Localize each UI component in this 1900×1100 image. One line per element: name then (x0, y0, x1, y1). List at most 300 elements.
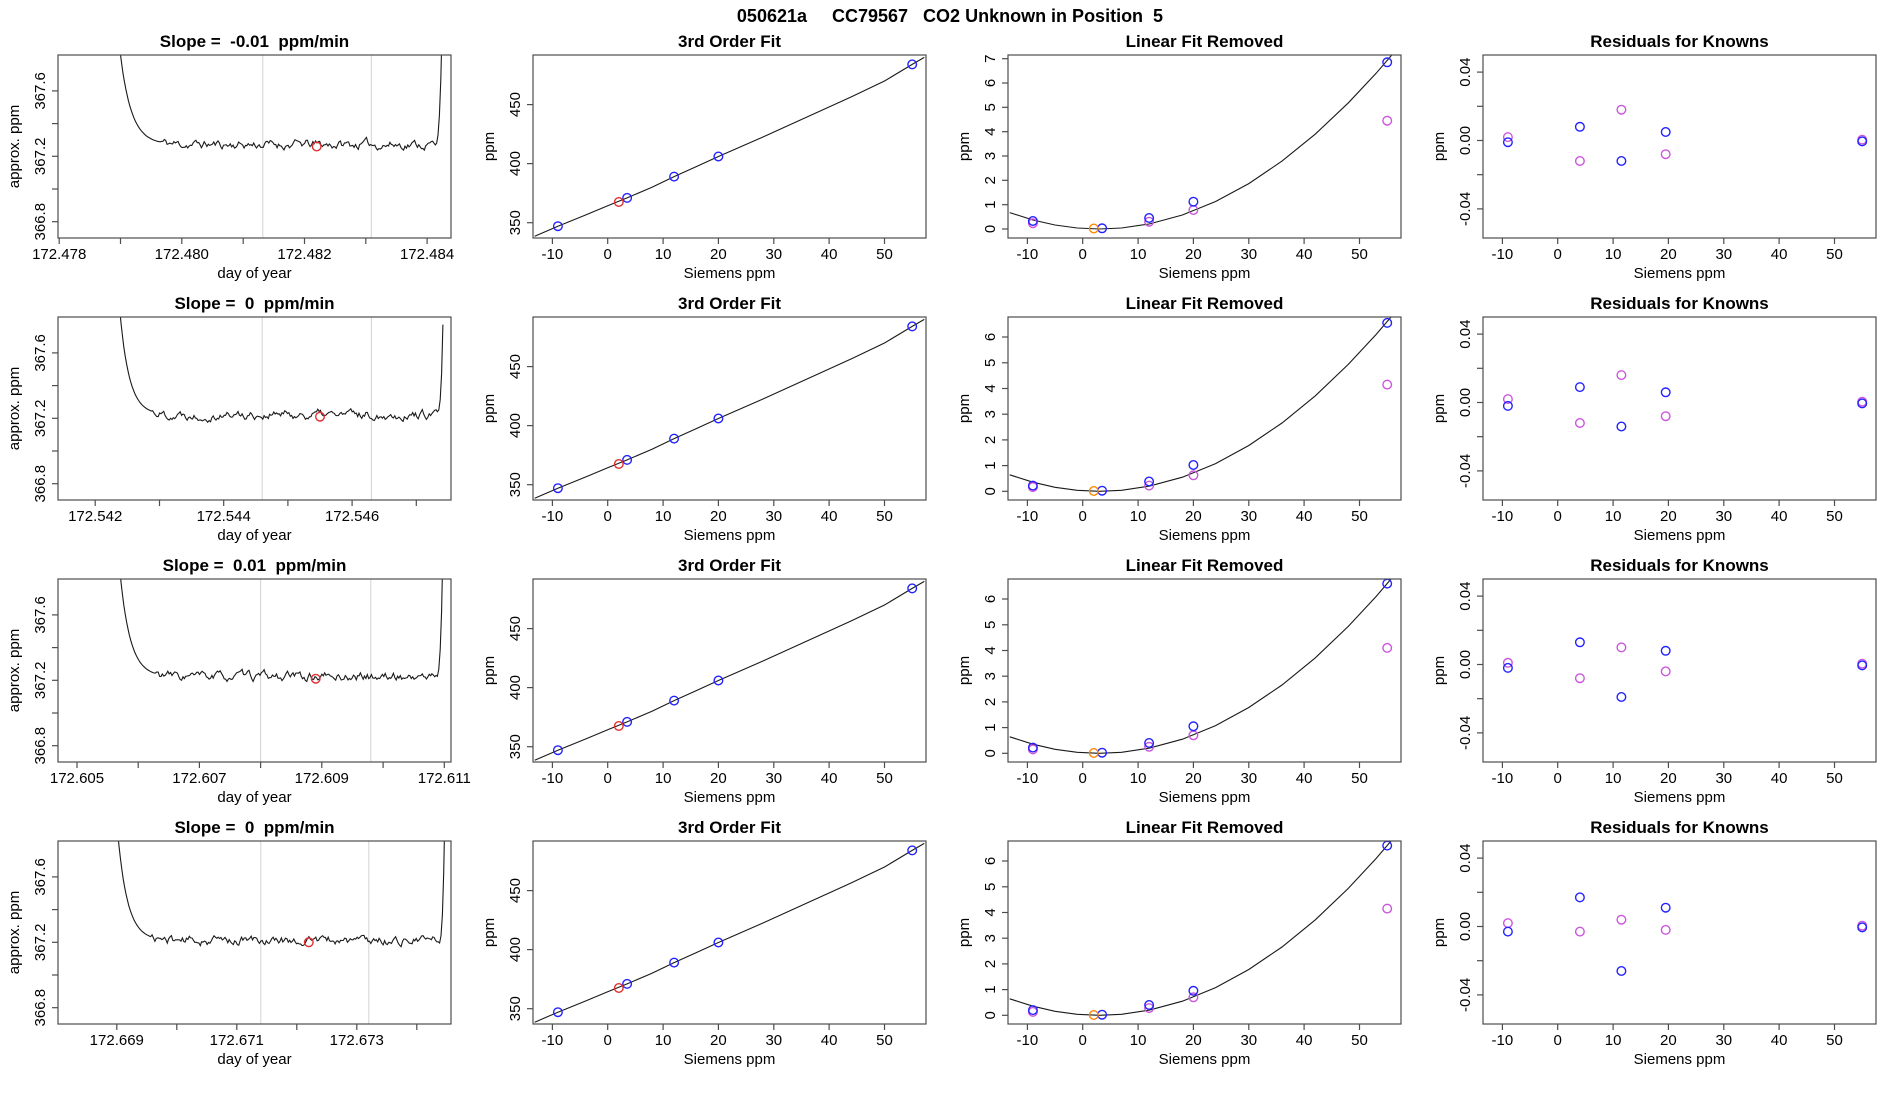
y-tick-label: 367.6 (32, 596, 49, 634)
r2-3rd-order-fit (475, 292, 950, 554)
plot-box (1008, 55, 1401, 238)
x-axis-label: Siemens ppm (1158, 1051, 1251, 1068)
x-axis-label: Siemens ppm (683, 1051, 776, 1068)
plot-title: Slope = 0.01 ppm/min (162, 556, 347, 575)
plot-title: 3rd Order Fit (678, 556, 781, 575)
fit-curve (535, 581, 925, 760)
y-axis (1431, 57, 1483, 226)
x-tick-label: -10 (1491, 770, 1514, 787)
y-axis (6, 858, 58, 1026)
x-tick-label: 0 (1078, 1032, 1087, 1049)
data-point-knowns (1661, 647, 1670, 656)
y-tick-label: 4 (982, 384, 999, 393)
y-axis-label: ppm (481, 393, 498, 424)
x-tick-label: 172.478 (32, 246, 87, 263)
plot-box (1483, 55, 1876, 238)
x-tick-label: 10 (654, 246, 672, 263)
r3-3rd-order-fit (475, 554, 950, 816)
series-knowns-secondary (1504, 643, 1867, 682)
x-tick-label: -10 (541, 508, 564, 525)
series-knowns (554, 846, 917, 1016)
plot-box (58, 55, 451, 238)
x-axis (542, 762, 893, 806)
x-tick-label: -10 (541, 1032, 564, 1049)
y-tick-label: 4 (982, 908, 999, 917)
x-axis (1492, 500, 1843, 544)
data-point-knowns-secondary (1661, 412, 1670, 421)
y-tick-label: 367.6 (32, 72, 49, 110)
x-tick-label: 20 (1660, 508, 1677, 525)
y-tick-label: 6 (982, 594, 999, 604)
y-tick-label: 5 (982, 103, 999, 112)
data-point-knowns (1383, 58, 1392, 67)
data-point-knowns-secondary (1576, 674, 1585, 683)
y-tick-label: 0 (982, 487, 999, 496)
plot-cell-r1-slope-trace (0, 30, 475, 292)
x-axis-label: Siemens ppm (1158, 265, 1251, 282)
r2-residuals (1425, 292, 1900, 554)
series-knowns-secondary (1504, 371, 1867, 428)
x-tick-label: 10 (1129, 246, 1147, 263)
plot-title: Linear Fit Removed (1125, 294, 1284, 313)
x-tick-label: 50 (1351, 246, 1368, 263)
data-point-knowns-secondary (1383, 116, 1392, 125)
x-tick-label: 20 (1185, 246, 1202, 263)
x-tick-label: 0 (1078, 508, 1087, 525)
series-knowns (554, 60, 917, 230)
x-axis (68, 500, 416, 544)
x-tick-label: -10 (1491, 246, 1514, 263)
fit-curve (535, 57, 925, 236)
fit-curve (1010, 836, 1396, 1016)
y-axis (6, 596, 58, 764)
x-axis (542, 1024, 893, 1068)
y-tick-label: 2 (982, 176, 999, 185)
y-tick-label: 0.00 (1457, 649, 1474, 680)
x-tick-label: 172.673 (329, 1032, 384, 1049)
x-tick-label: 0 (603, 508, 612, 525)
x-tick-label: 10 (654, 770, 672, 787)
x-tick-label: -10 (1016, 246, 1039, 263)
data-point-knowns-secondary (1576, 419, 1585, 428)
plot-box (1483, 841, 1876, 1024)
x-tick-label: 50 (876, 246, 893, 263)
y-tick-label: 0.04 (1457, 57, 1474, 87)
x-tick-label: -10 (541, 246, 564, 263)
x-tick-label: 10 (654, 508, 672, 525)
x-tick-label: 40 (1295, 508, 1313, 525)
y-tick-label: 6 (982, 78, 999, 88)
y-tick-label: 350 (507, 210, 524, 236)
y-tick-label: 3 (982, 672, 999, 681)
x-axis-label: Siemens ppm (1633, 527, 1726, 544)
data-point-knowns (1189, 987, 1198, 996)
x-tick-label: 172.482 (277, 246, 332, 263)
x-axis-label: Siemens ppm (683, 527, 776, 544)
data-point-knowns-secondary (1617, 105, 1626, 114)
y-axis (6, 72, 58, 240)
x-tick-label: 172.546 (324, 508, 380, 525)
y-axis (481, 354, 533, 497)
x-tick-label: -10 (1016, 1032, 1039, 1049)
series-knowns-secondary (1029, 380, 1392, 491)
x-tick-label: 0 (1553, 770, 1562, 787)
series-knowns (1029, 841, 1392, 1019)
plot-title: Slope = -0.01 ppm/min (159, 32, 350, 51)
y-tick-label: 450 (507, 354, 524, 380)
x-tick-label: 30 (1715, 246, 1733, 263)
x-axis (542, 238, 893, 282)
y-tick-label: 1 (982, 985, 999, 994)
x-tick-label: 0 (603, 246, 612, 263)
x-axis-label: day of year (217, 527, 292, 544)
y-tick-label: 7 (982, 54, 999, 63)
y-tick-label: 2 (982, 435, 999, 445)
data-point-knowns-secondary (1383, 380, 1392, 389)
x-axis (1492, 762, 1843, 806)
x-tick-label: 30 (765, 246, 783, 263)
plot-cell-r4-3rd-order-fit (475, 816, 950, 1078)
plot-box (533, 579, 926, 762)
fit-curve (1010, 51, 1396, 229)
x-tick-label: 0 (603, 1032, 612, 1049)
x-axis-label: Siemens ppm (1633, 1051, 1726, 1068)
x-tick-label: 50 (1826, 508, 1843, 525)
x-axis (32, 238, 454, 282)
data-point-knowns (1189, 461, 1198, 470)
plot-title: 3rd Order Fit (678, 32, 781, 51)
plot-title: Linear Fit Removed (1125, 32, 1284, 51)
x-tick-label: 50 (1826, 246, 1843, 263)
r2-slope-trace (0, 292, 475, 554)
x-tick-label: 10 (1604, 770, 1622, 787)
x-tick-label: 20 (1185, 1032, 1202, 1049)
y-axis (956, 595, 1008, 758)
x-tick-label: 20 (710, 770, 727, 787)
y-tick-label: 366.8 (32, 988, 49, 1027)
series-knowns-secondary (1029, 904, 1392, 1016)
r1-linear-fit-removed (950, 30, 1425, 292)
y-tick-label: 0.00 (1457, 911, 1474, 942)
x-tick-label: 50 (1351, 1032, 1368, 1049)
x-tick-label: 40 (1295, 1032, 1313, 1049)
series-knowns (554, 584, 917, 754)
data-point-knowns (1504, 927, 1513, 936)
x-tick-label: 30 (765, 508, 783, 525)
fit-curve (1010, 312, 1396, 492)
x-tick-label: 50 (876, 1032, 893, 1049)
x-tick-label: 0 (1078, 246, 1087, 263)
y-tick-label: 0 (982, 749, 999, 758)
x-tick-label: 40 (820, 508, 838, 525)
x-tick-label: 20 (710, 246, 727, 263)
data-point-knowns (1661, 388, 1670, 397)
y-tick-label: 0.04 (1457, 581, 1474, 611)
y-tick-label: -0.04 (1457, 715, 1474, 751)
y-tick-label: 5 (982, 620, 999, 629)
y-tick-label: 400 (507, 937, 524, 963)
data-point-knowns-secondary (1617, 371, 1626, 380)
series-knowns (1504, 638, 1867, 701)
series-knowns (1504, 893, 1867, 975)
y-axis (481, 616, 533, 759)
y-tick-label: -0.04 (1457, 977, 1474, 1013)
x-tick-label: 50 (1351, 770, 1368, 787)
data-point-knowns (1189, 197, 1198, 206)
x-axis-label: Siemens ppm (1633, 265, 1726, 282)
x-axis-label: Siemens ppm (1158, 789, 1251, 806)
x-tick-label: 10 (1604, 508, 1622, 525)
y-axis (6, 334, 58, 502)
data-point-knowns-secondary (1576, 157, 1585, 166)
y-axis-label: ppm (956, 131, 973, 162)
plot-cell-r1-residuals (1425, 30, 1900, 292)
x-tick-label: 0 (1078, 770, 1087, 787)
plot-cell-r3-slope-trace (0, 554, 475, 816)
y-axis-label: ppm (1431, 917, 1448, 948)
series-knowns (1029, 319, 1392, 495)
x-axis-label: day of year (217, 265, 292, 282)
x-axis (1017, 1024, 1368, 1068)
y-axis-label: ppm (481, 917, 498, 948)
y-axis-label: ppm (956, 655, 973, 686)
x-axis (1492, 238, 1843, 282)
x-tick-label: 30 (1240, 508, 1258, 525)
y-tick-label: 400 (507, 413, 524, 439)
x-tick-label: 20 (1660, 246, 1677, 263)
y-tick-label: 0.04 (1457, 843, 1474, 873)
x-tick-label: 30 (1715, 1032, 1733, 1049)
plot-cell-r4-linear-fit-removed (950, 816, 1425, 1078)
x-tick-label: 20 (1185, 508, 1202, 525)
y-axis-label: ppm (956, 917, 973, 948)
y-axis (1431, 843, 1483, 1012)
fit-curve (1010, 574, 1396, 754)
y-tick-label: 350 (507, 996, 524, 1022)
x-tick-label: 0 (603, 770, 612, 787)
y-axis (956, 857, 1008, 1020)
x-tick-label: 10 (1604, 246, 1622, 263)
plot-title: Linear Fit Removed (1125, 818, 1284, 837)
x-tick-label: 172.607 (172, 770, 227, 787)
plot-box (533, 841, 926, 1024)
y-tick-label: 6 (982, 856, 999, 866)
y-tick-label: 367.2 (32, 661, 49, 700)
y-tick-label: 400 (507, 151, 524, 177)
r2-linear-fit-removed (950, 292, 1425, 554)
fit-curve (535, 319, 925, 498)
x-tick-label: 0 (1553, 246, 1562, 263)
data-point-knowns (1576, 123, 1585, 132)
y-tick-label: -0.04 (1457, 453, 1474, 489)
y-tick-label: 4 (982, 646, 999, 655)
y-tick-label: 6 (982, 332, 999, 342)
y-tick-label: 366.8 (32, 726, 49, 765)
x-tick-label: 0 (1553, 1032, 1562, 1049)
x-tick-label: 40 (820, 770, 838, 787)
data-point-knowns-secondary (1576, 927, 1585, 936)
x-axis-label: Siemens ppm (683, 265, 776, 282)
r4-slope-trace (0, 816, 475, 1078)
y-tick-label: 450 (507, 92, 524, 118)
plot-cell-r2-3rd-order-fit (475, 292, 950, 554)
y-tick-label: 1 (982, 200, 999, 209)
plot-box (1483, 579, 1876, 762)
x-axis (1017, 762, 1368, 806)
unknown-sample-marker (312, 142, 321, 151)
x-tick-label: 50 (876, 508, 893, 525)
y-tick-label: 2 (982, 959, 999, 969)
plot-box (58, 317, 451, 500)
series-knowns (1504, 383, 1867, 431)
y-tick-label: 350 (507, 472, 524, 498)
data-point-knowns (1504, 664, 1513, 673)
x-axis-label: Siemens ppm (1633, 789, 1726, 806)
plot-title: Residuals for Knowns (1590, 556, 1769, 575)
x-tick-label: 40 (1295, 770, 1313, 787)
plot-title: Residuals for Knowns (1590, 818, 1769, 837)
x-tick-label: 0 (1553, 508, 1562, 525)
data-point-knowns-secondary (1617, 915, 1626, 924)
x-tick-label: 50 (1826, 1032, 1843, 1049)
x-tick-label: 172.480 (154, 246, 209, 263)
x-tick-label: 20 (1660, 770, 1677, 787)
y-tick-label: 1 (982, 723, 999, 732)
plot-cell-r4-residuals (1425, 816, 1900, 1078)
data-point-knowns (1617, 157, 1626, 166)
x-tick-label: 20 (1185, 770, 1202, 787)
fit-curve (535, 843, 925, 1022)
x-tick-label: -10 (1016, 770, 1039, 787)
y-tick-label: 400 (507, 675, 524, 701)
x-tick-label: 40 (820, 1032, 838, 1049)
plot-title: 3rd Order Fit (678, 294, 781, 313)
y-tick-label: 2 (982, 697, 999, 707)
series-knowns (1029, 579, 1392, 757)
y-axis-label: approx. ppm (6, 104, 23, 189)
y-axis-label: ppm (956, 393, 973, 424)
y-tick-label: 367.2 (32, 399, 49, 438)
plot-box (1008, 317, 1401, 500)
plot-cell-r1-linear-fit-removed (950, 30, 1425, 292)
series-knowns-secondary (1029, 116, 1392, 227)
x-tick-label: 172.605 (49, 770, 105, 787)
y-tick-label: 350 (507, 734, 524, 760)
x-tick-label: 40 (1770, 770, 1788, 787)
x-tick-label: 40 (820, 246, 838, 263)
y-tick-label: 3 (982, 410, 999, 419)
data-point-knowns (1617, 967, 1626, 976)
x-tick-label: 50 (1826, 770, 1843, 787)
y-axis-label: ppm (1431, 655, 1448, 686)
plot-cell-r1-3rd-order-fit (475, 30, 950, 292)
x-tick-label: -10 (541, 770, 564, 787)
data-point-knowns (1617, 693, 1626, 702)
plot-cell-r3-linear-fit-removed (950, 554, 1425, 816)
series-knowns (1504, 123, 1867, 166)
data-point-knowns-secondary (1383, 644, 1392, 653)
data-point-knowns-secondary (1661, 667, 1670, 676)
x-axis (1492, 1024, 1843, 1068)
plot-box (58, 841, 451, 1024)
plot-box (1008, 841, 1401, 1024)
x-tick-label: 30 (765, 770, 783, 787)
y-tick-label: 367.2 (32, 923, 49, 962)
plot-box (1008, 579, 1401, 762)
y-axis-label: ppm (481, 131, 498, 162)
x-axis (90, 1024, 417, 1068)
data-point-knowns (1189, 722, 1198, 731)
plot-box (1483, 317, 1876, 500)
y-axis (1431, 581, 1483, 750)
y-axis (956, 333, 1008, 496)
y-tick-label: 1 (982, 461, 999, 470)
x-axis-label: day of year (217, 1051, 292, 1068)
x-tick-label: 172.542 (68, 508, 123, 525)
plot-title: Linear Fit Removed (1125, 556, 1284, 575)
x-tick-label: 30 (1715, 770, 1733, 787)
data-point-knowns-secondary (1383, 904, 1392, 913)
y-tick-label: 367.2 (32, 137, 49, 176)
r4-linear-fit-removed (950, 816, 1425, 1078)
series-knowns (554, 322, 917, 492)
x-tick-label: 172.544 (196, 508, 251, 525)
y-tick-label: 3 (982, 151, 999, 161)
x-axis (1017, 500, 1368, 544)
y-tick-label: 3 (982, 934, 999, 943)
data-point-knowns (1383, 319, 1392, 328)
x-tick-label: 30 (765, 1032, 783, 1049)
plot-cell-r2-slope-trace (0, 292, 475, 554)
plot-cell-r2-linear-fit-removed (950, 292, 1425, 554)
r3-linear-fit-removed (950, 554, 1425, 816)
y-tick-label: 366.8 (32, 202, 49, 241)
y-tick-label: 450 (507, 878, 524, 904)
x-tick-label: 172.669 (89, 1032, 144, 1049)
series-knowns (1029, 58, 1392, 233)
plot-box (533, 55, 926, 238)
unknown-sample-marker (316, 412, 325, 421)
series-knowns-secondary (1504, 915, 1867, 936)
r3-residuals (1425, 554, 1900, 816)
y-axis-label: approx. ppm (6, 628, 23, 713)
x-axis-label: Siemens ppm (683, 789, 776, 806)
y-axis (481, 92, 533, 235)
data-point-knowns-secondary (1189, 731, 1198, 740)
x-tick-label: 172.609 (294, 770, 349, 787)
y-axis-label: ppm (1431, 131, 1448, 162)
data-point-knowns (1504, 138, 1513, 147)
y-axis (481, 878, 533, 1021)
r4-residuals (1425, 816, 1900, 1078)
data-point-knowns (1661, 903, 1670, 912)
x-axis (542, 500, 893, 544)
plot-title: Slope = 0 ppm/min (174, 294, 335, 313)
y-tick-label: 0.00 (1457, 387, 1474, 418)
plot-title: Residuals for Knowns (1590, 32, 1769, 51)
data-point-knowns (1617, 422, 1626, 431)
r1-slope-trace (0, 30, 475, 292)
x-axis (50, 762, 471, 806)
x-tick-label: 10 (1129, 508, 1147, 525)
x-tick-label: 40 (1770, 1032, 1788, 1049)
plot-cell-r2-residuals (1425, 292, 1900, 554)
x-tick-label: 50 (1351, 508, 1368, 525)
x-tick-label: 40 (1770, 508, 1788, 525)
y-tick-label: 0 (982, 1011, 999, 1020)
y-axis-label: ppm (481, 655, 498, 686)
data-point-knowns-secondary (1617, 643, 1626, 652)
